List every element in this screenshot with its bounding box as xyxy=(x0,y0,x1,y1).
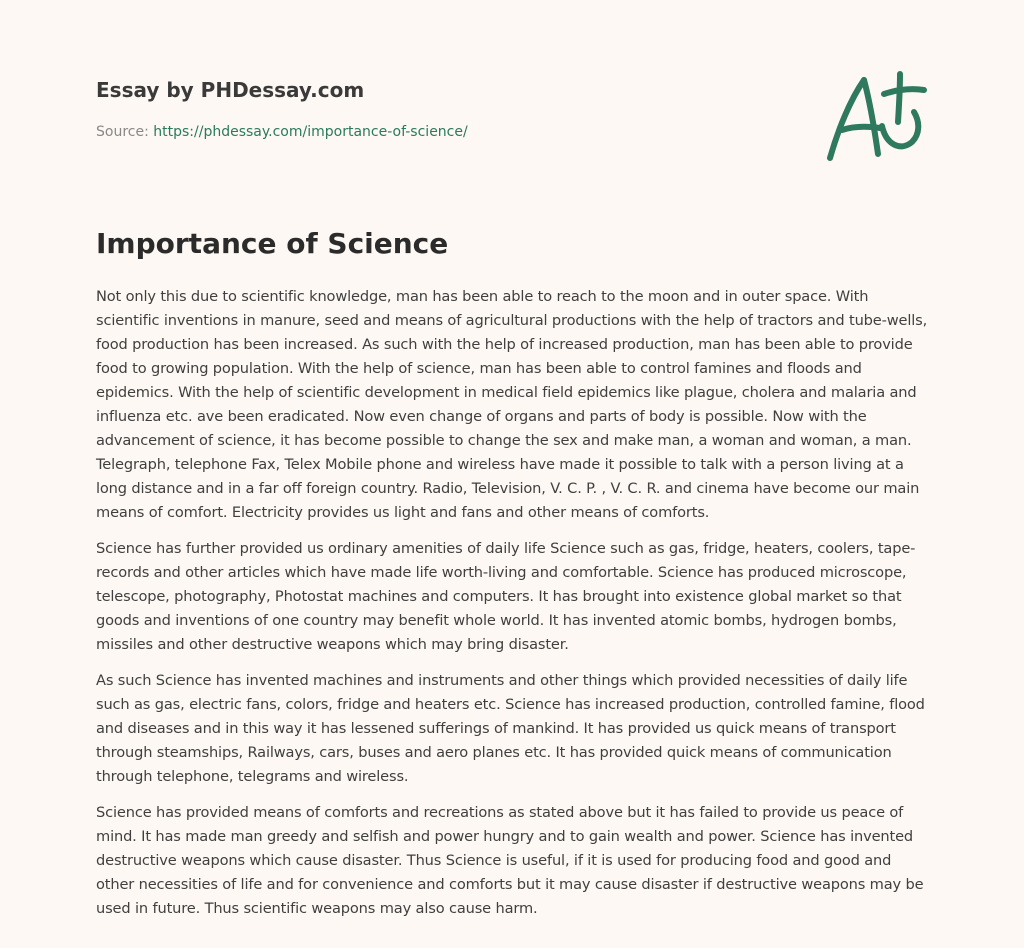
source-link[interactable]: https://phdessay.com/importance-of-science/ xyxy=(153,124,468,140)
source-line xyxy=(96,122,796,142)
essay-paragraph: Science has further provided us ordinary amenities of daily life Science such as gas, fridge, heaters, coolers, tape-records and other articles which have made life worth-living and comfortable. Science has produced microscope, telescope, photography, Photostat machines and computers. It has brought into existence global market so that goods and inventions of one country may benefit whole world. It has invented atomic bombs, hydrogen bombs, missiles and other destructive weapons which may bring disaster. xyxy=(96,540,916,653)
source-label: Source: xyxy=(96,124,154,140)
site-title: Essay by PHDessay.com xyxy=(96,78,365,102)
essay-paragraph: As such Science has invented machines and instruments and other things which provided necessities of daily life such as gas, electric fans, colors, fridge and heaters etc. Science has increased production, controlled famine, flood and diseases and in this way it has lessened sufferings of mankind. It has provided us quick means of transport through steamships, Railways, cars, buses and aero planes etc. It has provided quick means of communication through telephone, telegrams and wireless. xyxy=(96,672,925,785)
essay-paragraph: Not only this due to scientific knowledge, man has been able to reach to the moon and in outer space. With scientific inventions in manure, seed and means of agricultural productions with the help of tractors and tube-wells, food production has been increased. As such with the help of increased production, man has been able to provide food to growing population. With the help of science, man has been able to control famines and floods and epidemics. With the help of scientific development in medical field epidemics like plague, cholera and malaria and influenza etc. ave been eradicated. Now even change of organs and parts of body is possible. Now with the advancement of science, it has become possible to change the sex and make man, a woman and woman, a man. Telegraph, telephone Fax, Telex Mobile phone and wireless have made it possible to talk with a person living at a long distance and in a far off foreign country. Radio, Television, V. C. P. , V. C. R. and cinema have become our main means of comfort. Electricity provides us light and fans and other means of comforts. xyxy=(96,288,928,521)
essay-paragraph: Science has provided means of comforts and recreations as stated above but it has failed to provide us peace of mind. It has made man greedy and selfish and power hungry and to gain wealth and power. Science has invented destructive weapons which cause disaster. Thus Science is useful, if it is used for producing food and good and other necessities of life and for convenience and comforts but it may cause disaster if destructive weapons may be used in future. Thus scientific weapons may also cause harm. xyxy=(96,804,924,917)
page-header xyxy=(96,76,796,142)
essay-body xyxy=(96,285,928,933)
a-plus-icon xyxy=(820,68,930,164)
essay-title: Importance of Science xyxy=(96,227,449,260)
